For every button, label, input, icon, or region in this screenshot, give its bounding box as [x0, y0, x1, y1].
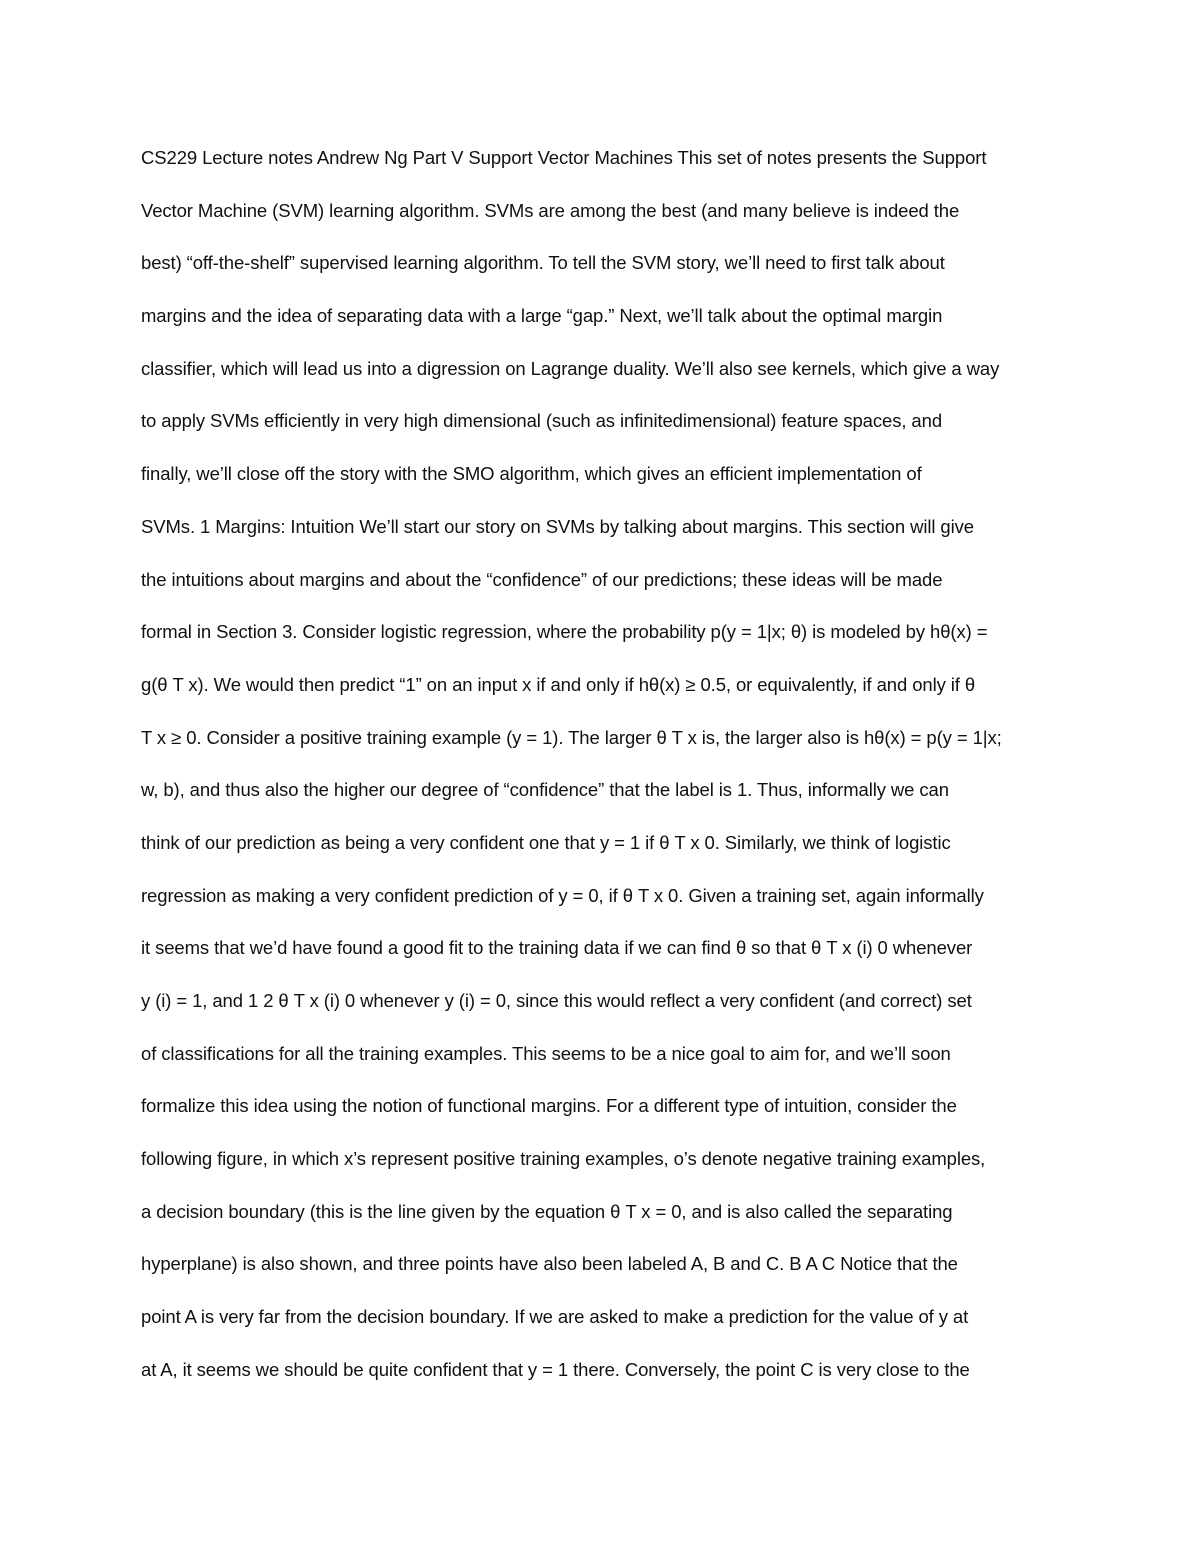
- text-line: hyperplane) is also shown, and three points have also been labeled A, B and C. B A C Notice that the: [141, 1253, 958, 1275]
- text-line: of classifications for all the training examples. This seems to be a nice goal to aim for, and we’ll soon: [141, 1042, 951, 1064]
- text-line: regression as making a very confident prediction of y = 0, if θ T x 0. Given a training set, again informally: [141, 884, 984, 906]
- text-line: y (i) = 1, and 1 2 θ T x (i) 0 whenever y (i) = 0, since this would reflect a very confident (and correct) set: [141, 990, 972, 1011]
- text-line: SVMs. 1 Margins: Intuition We’ll start our story on SVMs by talking about margins. This section will give: [141, 515, 974, 537]
- text-line: formalize this idea using the notion of functional margins. For a different type of intuition, consider the: [141, 1095, 957, 1117]
- text-line: at A, it seems we should be quite confident that y = 1 there. Conversely, the point C is very close to the: [141, 1358, 970, 1380]
- text-line: point A is very far from the decision boundary. If we are asked to make a prediction for the value of y at: [141, 1306, 969, 1328]
- body-text: [141, 140, 1071, 1405]
- text-line: CS229 Lecture notes Andrew Ng Part V Support Vector Machines This set of notes presents the Support: [141, 147, 987, 168]
- text-line: margins and the idea of separating data with a large “gap.” Next, we’ll talk about the optimal margin: [141, 305, 943, 327]
- text-line: the intuitions about margins and about the “confidence” of our predictions; these ideas will be made: [141, 568, 943, 590]
- text-line: think of our prediction as being a very confident one that y = 1 if θ T x 0. Similarly, we think of logistic: [141, 831, 951, 853]
- text-line: formal in Section 3. Consider logistic regression, where the probability p(y = 1|x; θ) is modeled by hθ(x) =: [141, 621, 988, 643]
- text-line: g(θ T x). We would then predict “1” on an input x if and only if hθ(x) ≥ 0.5, or equivalently, if and only if θ: [141, 673, 976, 695]
- text-line: following figure, in which x’s represent positive training examples, o’s denote negative training examples,: [141, 1148, 986, 1170]
- text-line: Vector Machine (SVM) learning algorithm. SVMs are among the best (and many believe is indeed the: [141, 199, 960, 221]
- text-line: to apply SVMs efficiently in very high dimensional (such as infinitedimensional) feature spaces, and: [141, 410, 943, 432]
- text-line: best) “off-the-shelf” supervised learning algorithm. To tell the SVM story, we’ll need to first talk about: [141, 252, 945, 274]
- text-line: T x ≥ 0. Consider a positive training example (y = 1). The larger θ T x is, the larger also is hθ(x) = p(y = 1|x;: [141, 726, 1002, 748]
- text-line: a decision boundary (this is the line given by the equation θ T x = 0, and is also called the separating: [141, 1200, 953, 1222]
- text-line: classifier, which will lead us into a digression on Lagrange duality. We’ll also see kernels, which give a way: [141, 357, 1000, 379]
- text-line: it seems that we’d have found a good fit to the training data if we can find θ so that θ T x (i) 0 whenever: [141, 937, 973, 959]
- text-line: finally, we’ll close off the story with the SMO algorithm, which gives an efficient implementation of: [141, 463, 922, 485]
- text-line: w, b), and thus also the higher our degree of “confidence” that the label is 1. Thus, informally we can: [141, 779, 949, 801]
